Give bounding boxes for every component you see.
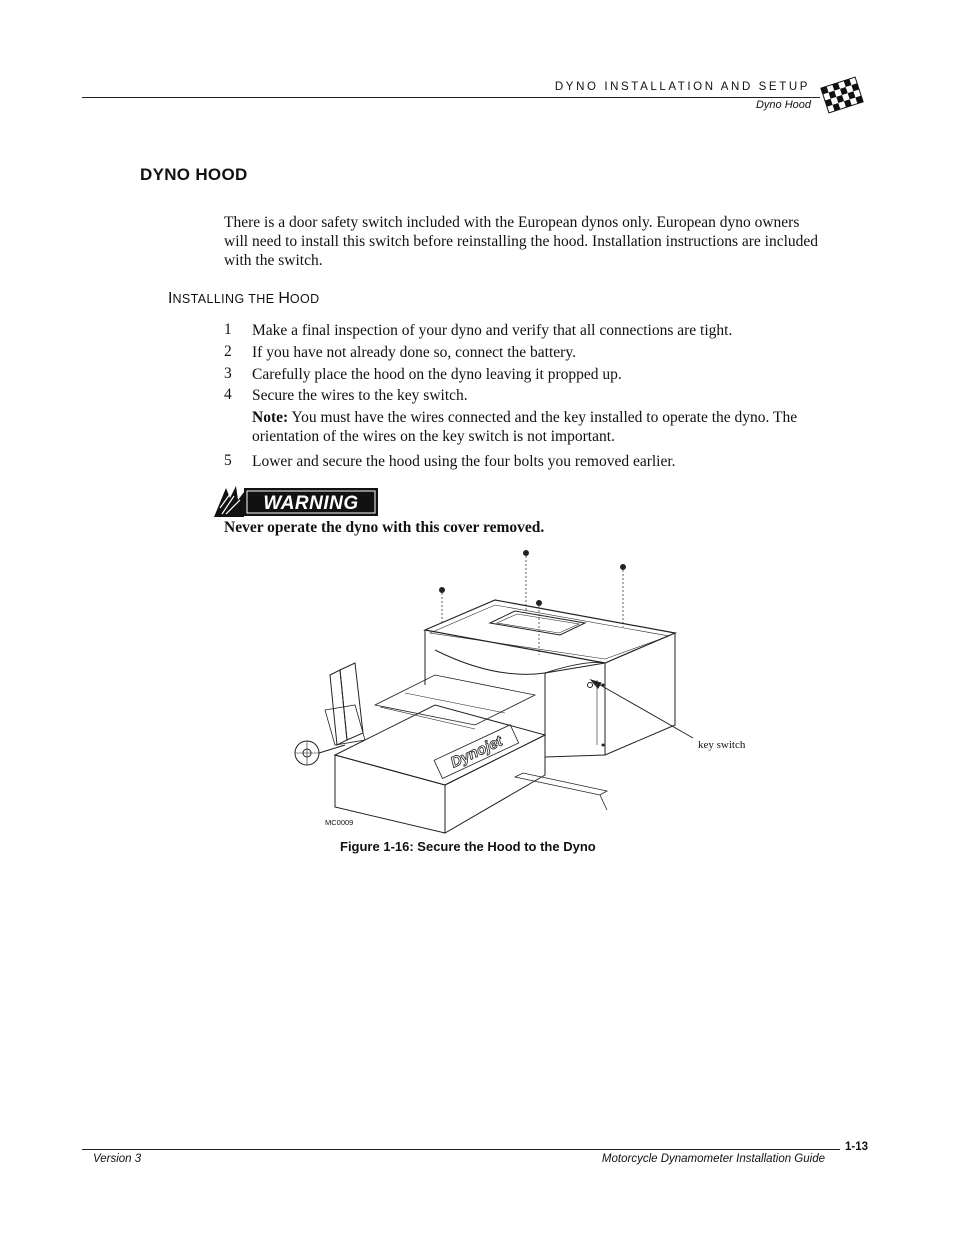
bolt-icon (621, 565, 626, 628)
step-note (252, 408, 822, 446)
subheading (168, 290, 320, 308)
step-text: Lower and secure the hood using the four bolts you removed earlier. (252, 453, 676, 470)
subheading-rest-1: NSTALLING THE (172, 292, 279, 306)
section-title: DYNO HOOD (140, 165, 248, 184)
page-number: 1-13 (845, 1141, 869, 1153)
step-text: Carefully place the hood on the dyno leaving it propped up. (252, 366, 622, 383)
warning-text: Never operate the dyno with this cover removed. (224, 519, 545, 536)
footer-version: Version 3 (93, 1153, 142, 1165)
step-number: 3 (224, 365, 232, 382)
bolt-icon (440, 588, 445, 626)
step-number: 2 (224, 343, 232, 360)
warning-label: WARNING (263, 493, 359, 514)
step-number: 5 (224, 452, 232, 469)
subheading-cap-1: I (168, 290, 173, 307)
bolt-icon (524, 551, 529, 614)
checkered-flag-icon (818, 74, 866, 116)
brand-logo: Dynojet (448, 732, 506, 772)
figure-code: MC0009 (325, 818, 354, 827)
key-switch-callout: key switch (698, 739, 746, 751)
figure-caption: Figure 1-16: Secure the Hood to the Dyno (340, 839, 596, 854)
note-text: You must have the wires connected and the key installed to operate the dyno. The orientation of the wires on the key switch is not important. (252, 409, 798, 445)
subheading-rest-2: OOD (289, 292, 320, 306)
footer-guide-title: Motorcycle Dynamometer Installation Guide (601, 1153, 825, 1165)
warning-burst-icon (214, 486, 244, 517)
intro-paragraph: There is a door safety switch included with the European dynos only. European dyno owners will need to install this switch before reinstalling the hood. Installation instructions are included with the switch. (224, 214, 819, 269)
running-header-chapter: DYNO INSTALLATION AND SETUP (554, 81, 810, 93)
subheading-cap-2: H (278, 290, 290, 307)
dyno-hood-illustration (285, 545, 765, 835)
note-label: Note: (252, 409, 289, 426)
step-text: If you have not already done so, connect the battery. (252, 344, 576, 361)
footer-rule (82, 1149, 840, 1150)
step-number: 4 (224, 386, 232, 403)
step-text: Make a final inspection of your dyno and verify that all connections are tight. (252, 322, 733, 339)
step-number: 1 (224, 321, 232, 338)
step-text: Secure the wires to the key switch. (252, 387, 468, 404)
header-rule (82, 97, 820, 98)
running-header-section: Dyno Hood (755, 99, 811, 111)
warning-banner (214, 486, 380, 518)
